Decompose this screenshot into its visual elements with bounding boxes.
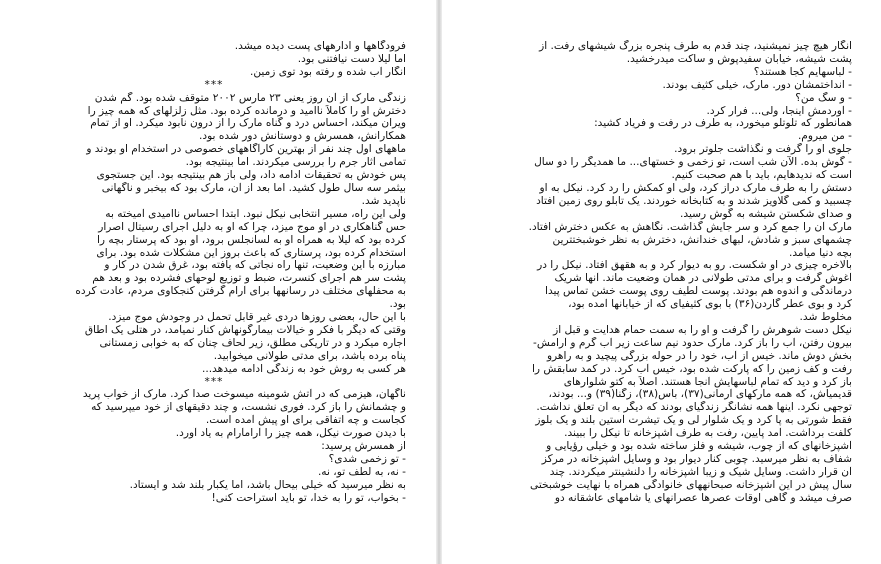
text-line: - انداختمشان دور. مارک، خیلی کثیف بودند. xyxy=(662,78,852,91)
text-line: کرد و بوی عطر گاردن(۳۶) با بوی کثیفیای که از خیابانها آمده بود، xyxy=(568,298,852,311)
text-line: صرف میشد و گاهی اوقات عصرها عصرانهای یا شامهای عاشقانه دو xyxy=(554,491,852,504)
text-line: انگار هیچ چیز نمیشنید، چند قدم به طرف پنجره بزرگ شیشهای رفت. از xyxy=(539,40,852,52)
text-line: پشت شیشه، خیابان سفیدپوش و ساکت میدرخشید. xyxy=(626,52,852,65)
text-line: وقتی که دیگر با فکر و خیالات بیمارگونهاش کنار نمیآمد، در هتلی یک اطاق xyxy=(84,323,406,336)
text-line: با دیدن صورت نیکل، همه چیز را آرامآرام به یاد آورد. xyxy=(175,427,406,440)
text-line: بیثمر سه سال طول کشید. اما بعد از آن، مارک بود که بیخبر و ناگهانی xyxy=(101,181,406,194)
text-line: نیکل دست شوهرش را گرفت و او را به سمت حمام هدایت و قبل از xyxy=(553,323,852,336)
text-line: بالاخره چیزی در او شکست. رو به دیوار کرد و به هقهق افتاد. نیکل را در xyxy=(537,259,852,272)
text-line: بچه دنیا میآمد. xyxy=(789,246,852,259)
text-line: ولی این راه، مسیر انتخابی نیکل نبود. ابتدا احساس ناامیدی آمیخته به xyxy=(105,207,406,220)
text-line: - تو زخمی شدی؟ xyxy=(328,453,406,465)
text-line: ویران میکند، احساس درد و گناه مارک را از درون نابود میکرد. او از تمام xyxy=(90,117,406,130)
text-line: مارک آن را جمع کرد و سر جایش گذاشت. نگاهش به عکس دخترش افتاد. xyxy=(528,220,852,233)
text-line: پشت سر هم اجرای کنسرت، ضبط و توزیع لوحهای فشرده بود و بعد هم xyxy=(92,272,406,285)
left-page-text xyxy=(22,40,406,505)
text-line: اما لیلا دست نیافتنی بود. xyxy=(297,52,406,65)
text-line: - و سگ من؟ xyxy=(795,91,852,104)
text-line: دخترش او را کاملاً ناامید و درمانده کرده بود. مثل زلزلهای که همه چیز را xyxy=(87,104,406,117)
text-line: ناگهان، هیزمی که در آتش شومینه میسوخت صدا کرد. مارک از خواب پرید xyxy=(82,388,406,401)
text-line: حس گناهکاری در او موج میزد، چرا که او به دلیل اجرای رسیتال اصرار xyxy=(98,220,406,233)
text-line: و چشمانش را باز کرد. فوری نشست، و چند دقیقهای از خود میپرسید که xyxy=(91,401,406,414)
text-line: پس خودش به تحقیقات ادامه داد، ولی باز هم بینتیجه بود. این جستجوی xyxy=(96,169,406,182)
text-line: همکارانش، همسرش و دوستانش دور شده بود. xyxy=(198,130,406,143)
section-separator: *** xyxy=(204,375,224,388)
text-line: رفت و کف زمین را که پارکت شده بود، خیس آب کرد. در کمد سابقش را xyxy=(531,362,852,375)
text-line: چسبید و کمی گلاویز شدند و به کتابخانه خوردند. یک تابلو روی زمین افتاد xyxy=(536,194,852,207)
text-line: انگار آب شده و رفته بود توی زمین. xyxy=(249,65,406,78)
text-line: به محفلهای مختلف در رسانهها برای آرام گرفتن کنجکاوی مردم، عادت کرده xyxy=(75,285,406,298)
text-line: دستش را به طرف مارک دراز کرد، ولی او کمکش را رد کرد. نیکل به او xyxy=(539,181,852,194)
text-line: - نه، به لطف تو، نه. xyxy=(317,465,406,478)
text-line: اجاره میکرد و در تاریکی مطلق، زیر لحاف چنان که به خوابی زمستانی xyxy=(99,336,406,349)
text-line: است که ندیدهایم، باید با هم صحبت کنیم. xyxy=(671,169,852,182)
text-line: و صدای شکستن شیشه به گوش رسید. xyxy=(680,207,852,220)
right-page-text xyxy=(478,40,852,505)
text-line: بود. xyxy=(389,298,406,311)
text-line: به نظر میرسید که خیلی بیحال باشد، اما یکبار بلند شد و ایستاد. xyxy=(129,478,406,491)
text-line: با این حال، بعضی روزها دردی غیر قابل تحمل در وجودش موج میزد. xyxy=(108,311,406,324)
text-line: کجاست و چه اتفاقی برای او پیش آمده است. xyxy=(205,414,406,427)
text-line: تمامی آثار جرم را بررسی میکردند. اما بینتیجه بود. xyxy=(185,156,406,169)
text-line: استخدام کرده بود، پرستاری که باعث بروز این مشکلات شده بود. برای xyxy=(96,246,406,259)
text-line: درماندگی و اندوه هم بودند. پوست لطیف روی پوست خشن تماس پیدا xyxy=(545,285,852,298)
text-line: جلوی او را گرفت و نگذاشت جلوتر برود. xyxy=(674,143,852,156)
text-line: - بخواب، تو را به خدا، تو باید استراحت کنی! xyxy=(211,491,406,504)
text-line: پناه برده باشد، برای مدتی طولانی میخوابید. xyxy=(213,349,406,362)
text-line: چشمهای سبز و شادش، لبهای خندانش، دخترش به نظر خوشبختترین xyxy=(552,233,852,246)
text-line: شفاف به نظر میرسید. چوبی کنار دیوار بود و وسایل آشپزخانه در مرکز xyxy=(541,453,852,465)
text-line: بیرون رفتن، آب را باز کرد. مارک حدود نیم ساعت زیر آب گرم و آرامش- xyxy=(533,336,852,349)
text-line: قدیمیاش، که همه مارکهای آرمانی(۳۷)، باس(۳۸)، زگنا(۳۹) و... بودند، xyxy=(548,388,852,401)
section-separator: *** xyxy=(204,78,224,91)
text-line: کرده بود که لیلا به همراه او به لسآنجلس برود، او بود که پرستار بچه را xyxy=(96,233,406,246)
text-line: مخلوط شد. xyxy=(799,311,852,324)
text-line: - من میروم. xyxy=(797,130,852,143)
text-line: - آوردمش اینجا، ولی... فرار کرد. xyxy=(706,104,852,117)
text-line: از همسرش پرسید: xyxy=(321,440,406,453)
right-page xyxy=(442,0,881,564)
text-line: مبارزه با این وضعیت، تنها راه نجاتی که یافته بود، غرق شدن در کار و xyxy=(104,259,406,272)
text-line: سال پیش در این آشپزخانه صبحانههای خانوادگی همراه با نهایت خوشبختی xyxy=(529,478,852,491)
left-page xyxy=(0,0,436,564)
text-line: آن قرار داشت. وسایل شیک و زیبا آشپزخانه را دلنشینتر میکردند. چند xyxy=(549,465,852,478)
text-line: فقط شورتی به پا کرد و یک شلوار لی و یک تیشرت آستین بلند و یک بلوز xyxy=(535,414,852,427)
text-line: همانطور که تلوتلو میخورد، به طرف در رفت و فریاد کشید: xyxy=(594,117,852,130)
text-line: ماههای اول چند نفر از بهترین کارآگاههای خصوصی در استخدام او بودند و xyxy=(86,143,406,156)
text-line: آشپزخانهای که از چوب، شیشه و فلز ساخته شده بود و خیلی رؤیایی و xyxy=(546,440,852,453)
text-line: - گوش بده. الآن شب است، تو زخمی و خستهای... ما همدیگر را دو سال xyxy=(534,156,852,169)
text-line: توجهی نکرد. اینها همه نشانگر زندگیای بودند که دیگر به آن تعلق نداشت. xyxy=(536,401,852,414)
text-line: آغوش گرفت و برای مدتی طولانی در همان وضعیت ماند. آنها شریک xyxy=(554,272,852,285)
text-line: باز کرد و دید که تمام لباسهایش آنجا هستند. اصلاً به کتو شلوارهای xyxy=(563,375,852,388)
text-line: - لباسهایم کجا هستند؟ xyxy=(753,65,852,78)
text-line: هر کسی به روش خود به زندگی ادامه میدهد... xyxy=(202,362,406,375)
text-line: ناپدید شد. xyxy=(361,194,406,207)
text-line: کلفت برداشت. آمد پایین، رفت به طرف آشپزخانه تا نیکل را ببیند. xyxy=(564,427,852,440)
text-line: فرودگاهها و ادارههای پست دیده میشد. xyxy=(234,40,406,52)
text-line: بخش دوش ماند. خیس از آب، خود را در حوله بزرگی پیچید و به راهرو xyxy=(546,349,852,362)
text-line: زندگی مارک از آن روز یعنی ۲۳ مارس ۲۰۰۲ متوقف شده بود. گم شدن xyxy=(94,91,406,104)
